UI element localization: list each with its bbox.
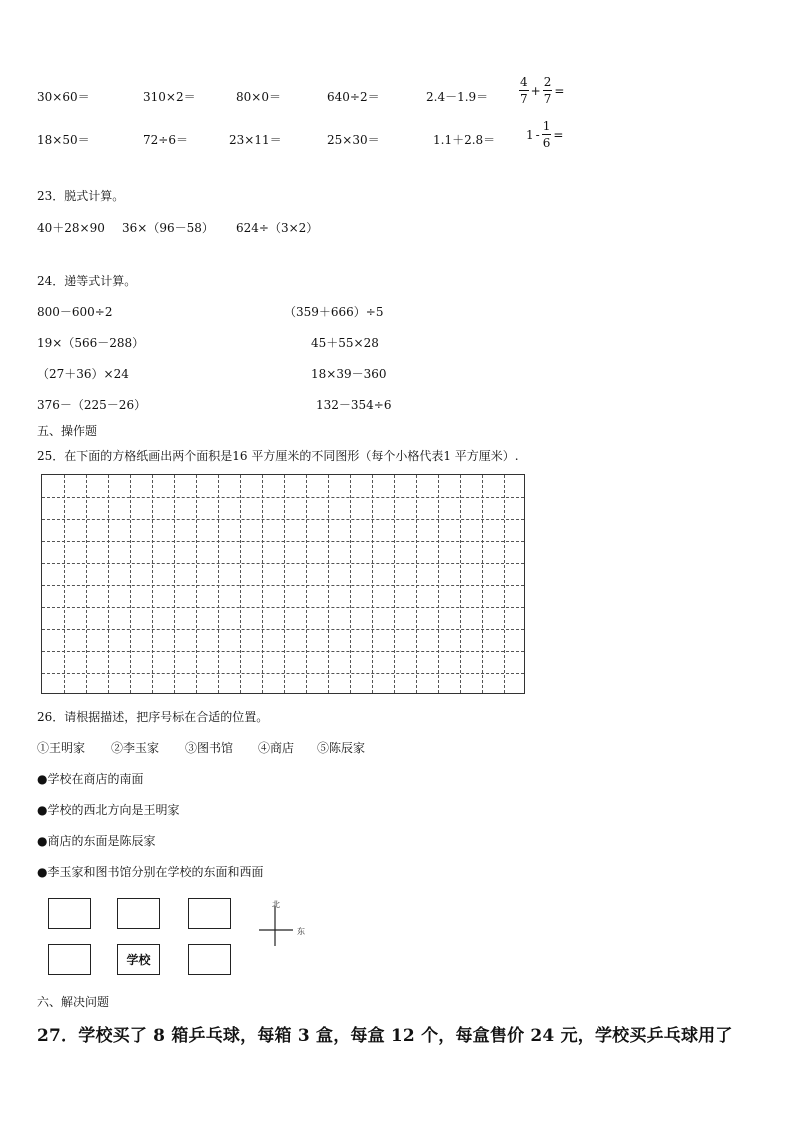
question-23-title: 23．脱式计算。 xyxy=(37,189,125,203)
fraction: $\frac{2}{7}$ xyxy=(543,75,552,106)
operator: - xyxy=(535,127,540,142)
option-item: ④商店 xyxy=(258,741,295,755)
grid-line-vertical xyxy=(152,475,153,693)
grid-line-vertical xyxy=(372,475,373,693)
compass-icon xyxy=(255,898,315,950)
q23-item: 624÷（3×2） xyxy=(236,221,319,235)
oral-item: 25×30＝ xyxy=(327,133,380,147)
grid-paper[interactable] xyxy=(41,474,525,694)
q23-item: 40＋28×90 xyxy=(37,221,105,235)
q24-right-item: 132－354÷6 xyxy=(316,398,392,412)
location-box[interactable] xyxy=(188,944,231,975)
grid-line-horizontal xyxy=(42,541,524,542)
school-box xyxy=(117,944,160,975)
location-box[interactable] xyxy=(48,898,91,929)
grid-line-horizontal xyxy=(42,497,524,498)
equals: = xyxy=(553,127,564,142)
grid-line-horizontal xyxy=(42,563,524,564)
grid-line-horizontal xyxy=(42,673,524,674)
q24-right-item: 18×39－360 xyxy=(311,367,387,381)
grid-line-vertical xyxy=(460,475,461,693)
question-26-title: 26．请根据描述，把序号标在合适的位置。 xyxy=(37,710,269,724)
oral-item: 18×50＝ xyxy=(37,133,90,147)
grid-line-vertical xyxy=(240,475,241,693)
grid-line-vertical xyxy=(86,475,87,693)
compass-north-label: 北 xyxy=(272,900,280,909)
grid-line-vertical xyxy=(350,475,351,693)
grid-line-horizontal xyxy=(42,585,524,586)
q24-left-item: 800－600÷2 xyxy=(37,305,113,319)
oral-item: 23×11＝ xyxy=(229,133,282,147)
q24-left-item: 376－（225－26） xyxy=(37,398,147,412)
q24-right-item: （359＋666）÷5 xyxy=(284,305,384,319)
question-27: 27．学校买了 8 箱乒乓球，每箱 3 盒，每盒 12 个，每盒售价 24 元，学校买乒乓球用了 xyxy=(37,1026,733,1046)
location-box[interactable] xyxy=(48,944,91,975)
fraction: $\frac{1}{6}$ xyxy=(542,119,551,150)
q24-left-item: （27＋36）×24 xyxy=(37,367,129,381)
grid-line-vertical xyxy=(218,475,219,693)
q24-right-item: 45＋55×28 xyxy=(311,336,379,350)
location-box[interactable] xyxy=(188,898,231,929)
fraction: $\frac{4}{7}$ xyxy=(520,75,528,106)
compass-east-label: 东 xyxy=(297,927,305,936)
clue-item: ●商店的东面是陈辰家 xyxy=(37,834,156,848)
grid-line-vertical xyxy=(64,475,65,693)
section-5-heading: 五、操作题 xyxy=(37,424,98,438)
clue-item: ●学校在商店的南面 xyxy=(37,772,144,786)
option-item: ①王明家 xyxy=(37,741,86,755)
grid-line-vertical xyxy=(482,475,483,693)
q24-left-item: 19×（566－288） xyxy=(37,336,145,350)
grid-line-vertical xyxy=(416,475,417,693)
equals: = xyxy=(554,83,565,98)
grid-line-vertical xyxy=(328,475,329,693)
question-24-title: 24．递等式计算。 xyxy=(37,274,137,288)
fraction-expression xyxy=(526,120,563,149)
oral-item: 30×60＝ xyxy=(37,90,90,104)
grid-line-vertical xyxy=(130,475,131,693)
grid-line-vertical xyxy=(306,475,307,693)
grid-line-vertical xyxy=(108,475,109,693)
option-item: ②李玉家 xyxy=(111,741,160,755)
school-label: 学校 xyxy=(126,953,151,967)
grid-line-horizontal xyxy=(42,651,524,652)
fraction-expression xyxy=(519,76,564,105)
grid-line-vertical xyxy=(394,475,395,693)
grid-line-horizontal xyxy=(42,629,524,630)
grid-line-horizontal xyxy=(42,607,524,608)
grid-line-vertical xyxy=(174,475,175,693)
oral-item: 1.1＋2.8＝ xyxy=(433,133,496,147)
grid-line-vertical xyxy=(262,475,263,693)
option-item: ③图书馆 xyxy=(185,741,234,755)
grid-line-vertical xyxy=(438,475,439,693)
location-box[interactable] xyxy=(117,898,160,929)
clue-item: ●李玉家和图书馆分别在学校的东面和西面 xyxy=(37,865,264,879)
oral-item: 640÷2＝ xyxy=(327,90,380,104)
oral-item: 310×2＝ xyxy=(143,90,196,104)
oral-item: 80×0＝ xyxy=(236,90,281,104)
grid-line-vertical xyxy=(504,475,505,693)
grid-line-vertical xyxy=(284,475,285,693)
oral-item: 2.4－1.9＝ xyxy=(426,90,489,104)
grid-line-horizontal xyxy=(42,519,524,520)
leading-number: 1 xyxy=(526,127,534,142)
section-6-heading: 六、解决问题 xyxy=(37,995,110,1009)
q23-item: 36×（96－58） xyxy=(122,221,214,235)
operator: + xyxy=(530,83,541,98)
question-25: 25．在下面的方格纸画出两个面积是16 平方厘米的不同图形（每个小格代表1 平方厘米）. xyxy=(37,449,519,463)
oral-item: 72÷6＝ xyxy=(143,133,188,147)
clue-item: ●学校的西北方向是王明家 xyxy=(37,803,180,817)
grid-line-vertical xyxy=(196,475,197,693)
option-item: ⑤陈辰家 xyxy=(317,741,366,755)
